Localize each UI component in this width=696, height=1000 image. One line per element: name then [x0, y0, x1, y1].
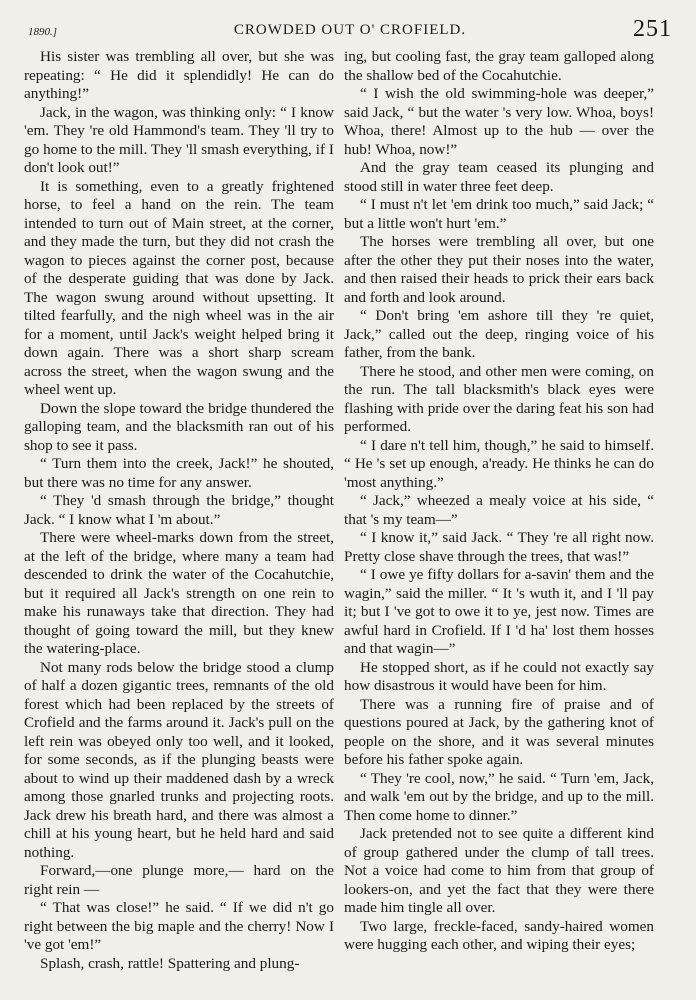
paragraph: Not many rods below the bridge stood a clump of half a dozen gigantic trees, remnants of the old forest which had been replaced by the streets of Crofield and the farms around it. Jack's pull on the left rein was obeyed only too well, and it looked, for some seconds, as if the plunging beasts were about to wind up their maddened dash by a wreck among those gnarled trunks and projecting roots. Jack drew his breath hard, and there was almost a chill at his young heart, but he held hard and said nothing. [24, 658, 334, 861]
header-date: 1890.] [28, 26, 58, 38]
paragraph: Two large, freckle-faced, sandy-haired women were hugging each other, and wiping their eyes; [344, 917, 654, 953]
left-column [24, 48, 334, 973]
paragraph: “ That was close!” he said. “ If we did n't go right between the big maple and the cherry! Now I 've got 'em!” [24, 899, 334, 953]
paragraph: Jack pretended not to see quite a different kind of group gathered under the clump of tall trees. Not a voice had come to him from that group of lookers-on, and yet the fact that they were there made him tingle all over. [344, 825, 654, 916]
paragraph: There were wheel-marks down from the street, at the left of the bridge, where many a team had descended to drink the water of the Cocahutchie, but it required all Jack's strength on one rein to make his runaways take that direction. They had thought of going toward the mill, but they knew the watering-place. [24, 529, 334, 657]
running-header [28, 14, 672, 42]
paragraph: “ Don't bring 'em ashore till they 're quiet, Jack,” called out the deep, ringing voice of his father, from the bank. [344, 307, 654, 361]
header-title: CROWDED OUT O' CROFIELD. [233, 22, 467, 38]
paragraph: He stopped short, as if he could not exactly say how disastrous it would have been for him. [344, 658, 654, 694]
paragraph: “ Turn them into the creek, Jack!” he shouted, but there was no time for any answer. [24, 455, 334, 491]
paragraph: And the gray team ceased its plunging and stood still in water three feet deep. [344, 159, 654, 195]
paragraph: Splash, crash, rattle! Spattering and plung- [40, 954, 300, 972]
paragraph: “ I know it,” said Jack. “ They 're all right now. Pretty close shave through the trees, that was!” [344, 529, 654, 565]
paragraph: The horses were trembling all over, but one after the other they put their noses into the water, and then raised their heads to prick their ears back and forth and look around. [344, 233, 654, 306]
paragraph: “ They 're cool, now,” he said. “ Turn 'em, Jack, and walk 'em out by the bridge, and up to the mill. Then come home to dinner.” [344, 769, 654, 824]
paragraph: “ They 'd smash through the bridge,” thought Jack. “ I know what I 'm about.” [24, 492, 334, 528]
paragraph: “ I owe ye fifty dollars for a-savin' them and the wagin,” said the miller. “ It 's wuth it, and I 'll pay it; but I 've got to owe it to ye, jest now. Times are awful hard in Crofield. If I 'd ha' lost them hosses and that wagin—” [344, 566, 654, 657]
paragraph-continued: ing, but cooling fast, the gray team galloped along the shallow bed of the Cocahutchie. [344, 48, 654, 84]
paragraph: It is something, even to a greatly frightened horse, to feel a hand on the rein. The team intended to turn out of Main street, at the corner, and they made the turn, but they did not crash the wagon to pieces against the corner post, because of the desperate guiding that was done by Jack. The wagon swung around without upsetting. It tilted fearfully, and the nigh wheel was in the air for a moment, until Jack's weight helped bring it down again. There was a short sharp scream across the street, when the wagon swung and the wheel went up. [24, 177, 334, 398]
paragraph: Forward,—one plunge more,— hard on the right rein — [24, 862, 334, 898]
paragraph: Down the slope toward the bridge thundered the galloping team, and the blacksmith ran out of his shop to see it pass. [24, 399, 334, 454]
paragraph: There was a running fire of praise and of questions poured at Jack, by the gathering knot of people on the shore, and it was several minutes before his father spoke again. [344, 695, 654, 768]
paragraph: Jack, in the wagon, was thinking only: “ I know 'em. They 're old Hammond's team. They 'll try to go home to the mill. They 'll smash everything, if I don't look out!” [24, 103, 334, 176]
paragraph: His sister was trembling all over, but she was repeating: “ He did it splendidly! He can do anything!” [24, 48, 334, 102]
paragraph: “ I must n't let 'em drink too much,” said Jack; “ but a little won't hurt 'em.” [344, 196, 654, 232]
paragraph: “ I dare n't tell him, though,” he said to himself. “ He 's set up enough, a'ready. He thinks he can do 'most anything.” [344, 436, 654, 491]
page-number: 251 [633, 16, 672, 42]
right-column [344, 48, 654, 955]
paragraph: There he stood, and other men were coming, on the run. The tall blacksmith's black eyes were flashing with pride over the daring feat his son had performed. [344, 362, 654, 435]
paragraph: “ Jack,” wheezed a mealy voice at his side, “ that 's my team—” [344, 492, 654, 528]
paragraph: “ I wish the old swimming-hole was deeper,” said Jack, “ but the water 's very low. Whoa, boys! Whoa, there! Almost up to the hub — over the hub! Whoa, now!” [344, 85, 654, 158]
